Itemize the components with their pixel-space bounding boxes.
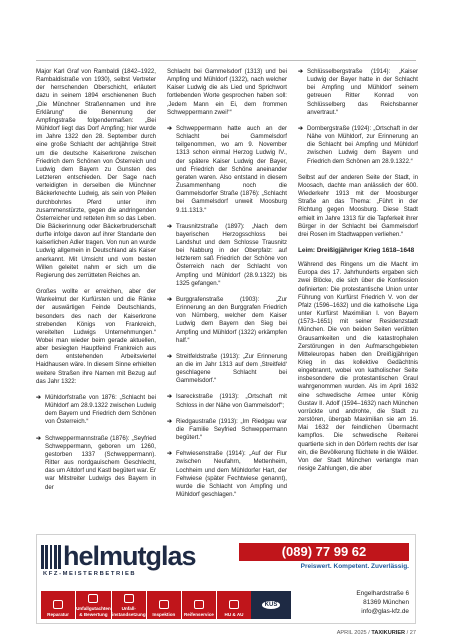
list-item — [167, 418, 287, 442]
list-item — [36, 394, 156, 427]
address-street: Engelhardstraße 6 — [356, 590, 409, 597]
list-item — [167, 125, 287, 215]
arrow-icon: ➔ — [298, 68, 304, 75]
checklist-icon — [159, 600, 169, 609]
arrow-icon: ➔ — [298, 124, 304, 132]
section-heading: Leim: Dreißigjähriger Krieg 1618–1648 — [298, 246, 415, 254]
list-item — [167, 393, 287, 409]
footer-page-number: / 27 — [405, 630, 416, 636]
paragraph: Großes wollte er erreichen, aber der Wankelmut der Kurfürsten und die Ränke der auswärtigen Feinde Deutschlands, besonders des nach der Kaiserkrone strebenden Königs von Frankreich, vereitelten Ludwigs Unternehmungen.“ Wobei man wieder beim gerade aktuellen, aber besiegten Hauptfeind Frankreich aus dem entstehenden Arbeitsviertel Haidhausen wäre. In diesem Sinne erhielten weitere Straßen ihre Namen mit Bezug auf das Jahr 1322: — [36, 288, 156, 385]
list-item — [36, 435, 156, 492]
arrow-icon: ➔ — [36, 434, 42, 442]
car-icon — [124, 594, 134, 603]
brand-subtitle: KFZ-MEISTERBETRIEB — [43, 571, 137, 577]
footer-issue: APRIL 2025 / — [336, 630, 372, 636]
arrow-icon: ➔ — [167, 417, 173, 425]
service-item: Inspektion — [147, 591, 181, 619]
arrow-icon: ➔ — [167, 352, 173, 360]
list-item-text: Schweppermann hatte auch an der Schlacht bei Gammelsdorf teilgenommen, wo am 9. November 1313 schon einmal Herzog Ludwig IV., der spätere Kaiser Ludwig der Bayer, und Friedrich der Schöne aneinander geraten waren. Also entstand in diesem Zusammenhang noch die Gammelsdorfer Straße (1876): „Schlacht bei Gammelsdorf unweit Moosburg 9.11.1313.“ — [176, 124, 287, 214]
list-item — [167, 353, 287, 386]
list-item-text: Dornbergstraße (1924): „Ortschaft in der Nähe von Mühldorf, zur Erinnerung an die Schlacht bei Ampfing und Mühldorf zwischen Ludwig dem Bayern und Friedrich dem Schönen am 28.9.1322.“ — [307, 124, 418, 165]
list-item-text: Schlüsselbergstraße (1914): „Kaiser Ludwig der Bayer hatte in der Schlacht bei Ampfing und Mühldorf seinem getreuen Ritter Konrad von Schlüsselberg das Reichsbanner anvertraut.“ — [307, 68, 418, 116]
paragraph: Major Karl Graf von Rambaldi (1842–1922, Rambaldistraße von 1930), selbst Vertreter der herrschenden Oberschicht, erläutert dazu in seinem 1894 erschienenen Buch „Die Münchner Straßennamen und ihre Erklärung“ die Benennung der Ampfingstraße folgendermaßen: „Bei Mühldorf liegt das Dorf Ampfing; hier wurde im Jahre 1322 den 28. September durch eine große Schlacht der achtjährige Streit um die deutsche Kaiserkrone zwischen Friedrich dem Schönen von Österreich und Ludwig dem Bayern zu Gunsten des Letzteren entschieden. Der Sage nach verteidigten in derselben die Münchner Bäckerknechte Ludwig, als sein von Pfeilen durchbohrtes Pferd unter ihm zusammenstürzte, gegen die andringenden Österreicher und retteten ihm so das Leben. Die Bäckerinnung oder Bäckerbruderschaft durfte infolge davon auf ihrer Standarte den kaiserlichen Adler tragen. Von nun an wurde Ludwig allgemein in Deutschland als Kaiser anerkannt. Mit Umsicht und vom besten Willen geleitet nahm er sich um die Regierung des zerrütteten Reiches an. — [36, 68, 156, 279]
list-item-text: Burggrafenstraße (1903): „Zur Erinnerung an den Burggrafen Friedrich von Nürnberg, welcher dem Kaiser Ludwig dem Bayern den Sieg bei Ampfing und Mühldorf (1322) erkämpfen half.“ — [176, 295, 287, 344]
list-item — [167, 450, 287, 499]
list-item — [167, 223, 287, 288]
logo-bars-icon — [41, 545, 61, 569]
column-2 — [167, 68, 287, 507]
arrow-icon: ➔ — [167, 222, 173, 230]
address-city: 81369 München — [363, 599, 409, 606]
phone-number[interactable]: (089) 77 99 62 — [239, 543, 409, 561]
list-item-text: Streitfeldstraße (1913): „Zur Erinnerung an die im Jahr 1313 auf dem ‚Streitfeld‘ geschlagene Schlacht bei Gammelsdorf.“ — [176, 352, 287, 385]
brand-name: helmutglas — [63, 541, 196, 571]
document-icon — [88, 594, 98, 603]
service-strip — [41, 591, 251, 619]
top-band — [0, 0, 452, 52]
arrow-icon: ➔ — [167, 124, 173, 132]
list-item-text: Riedgaustraße (1913): „Im Riedgau war die Familie Seyfried Schweppermann begütert.“ — [176, 417, 287, 442]
arrow-icon: ➔ — [167, 450, 173, 458]
service-item: Unfall-instandsetzung — [112, 591, 146, 619]
column-3 — [298, 68, 418, 481]
kus-logo — [251, 591, 291, 619]
paragraph: Selbst auf der anderen Seite der Stadt, in Moosach, dachte man anlässlich der 600. Wiederkehr 1913 mit der Moosburger Straße an das Thema: „Führt in der Richtung gegen Moosburg. Diese Stadt erhielt im Jahre 1313 für die Tapferkeit ihrer Bürger in der Schlacht bei Gammelsdorf drei Rosen im Stadtwappen verliehen.“ — [298, 173, 418, 238]
paragraph: Während des Ringens um die Macht im Europa des 17. Jahrhunderts ergaben sich zwei Blöcke, die sich über die Konfession definierten: Die protestantische Union unter Führung von Kurfürst Friedrich V. von der Pfalz (1596–1632) und die katholische Liga unter Kurfürst Maximilian I. von Bayern (1573–1651) mit seiner Residenzstadt München. Die von beiden Seiten verübten Grausamkeiten und die katastrophalen Zerstörungen in den Aufmarschgebieten Mitteleuropas haben den Dreißigjährigen Krieg in das kollektive Gedächtnis eingebrannt, wobei von katholischer Seite insbesondere die protestantischen Graul wahrgenommen wurden. Als im April 1632 eine schwedische Armee unter König Gustav II. Adolf (1594–1632) nach München vorrückte und androhte, die Stadt zu zerstören, übergab Maximilian sie am 16. Mai 1632 der feindlichen Übermacht kampflos. Die schwedische Reiterei quartierte sich in den Dörfern rechts der Isar ein, die Bevölkerung flüchtete in die Wälder. Von der Stadt München verlangte man riesige Zahlungen, die aber — [298, 261, 418, 473]
footer-magazine: TAXIKURIER — [371, 630, 406, 636]
column-1 — [36, 68, 156, 500]
list-item-text: Trausnitzstraße (1897): „Nach dem bayerischen Herzogsschloss bei Landshut und dem Schlosse Trausnitz bei Nabburg in der Oberpfalz: auf letzterem saß Friedrich der Schöne von Österreich nach der Schlacht von Ampfing und Mühldorf (28.9.1322) bis 1325 gefangen.“ — [176, 222, 287, 287]
page-footer — [337, 630, 416, 636]
slogan: Preiswert. Kompetent. Zuverlässig. — [300, 563, 409, 570]
service-item: Reparatur — [41, 591, 75, 619]
list-item-text: Mühldorfstraße von 1876: „Schlacht bei Mühldorf am 28.9.1322 zwischen Ludwig dem Bayern und Friedrich dem Schönen von Österreich.“ — [45, 393, 156, 426]
service-item: Reifenservice — [182, 591, 216, 619]
article-columns — [36, 68, 418, 526]
arrow-icon: ➔ — [36, 393, 42, 401]
list-item-text: Fehwiesenstraße (1914): „Auf der Flur zwischen Neufahrn, Mettenheim, Lochheim und dem Mühldorfer Hart, der Fehwiese (später Fechtwiese genannt), wurde die Schlacht von Ampfing und Mühldorf geschlagen.“ — [176, 450, 287, 499]
paragraph: Schlacht bei Gammelsdorf (1313) und bei Ampfing und Mühldorf (1322), nach welcher Kaiser Ludwig die als Lied und Sprichwort fortlebenden Worte gesprochen haben soll: ‚Jedem Mann ein Ei, dem frommen Schweppermann zwei!‘“ — [167, 68, 287, 116]
arrow-icon: ➔ — [167, 393, 173, 401]
advertisement[interactable] — [36, 534, 416, 624]
badge-icon — [229, 600, 239, 609]
kus-label: KÜS — [262, 601, 281, 609]
list-item — [167, 296, 287, 345]
wrench-icon — [53, 600, 63, 609]
list-item — [298, 68, 418, 117]
list-item — [298, 125, 418, 166]
service-item: HU & AU — [217, 591, 251, 619]
top-rule — [36, 60, 416, 61]
brand-logo — [41, 541, 211, 577]
arrow-icon: ➔ — [167, 295, 173, 303]
tire-icon — [194, 600, 204, 609]
list-item-text: Schweppermannstraße (1876): „Seyfried Schweppermann, geboren um 1260, gestorben 1337 (Schweppermann). Ritter aus nordgauischem Geschlecht, das um Altdorf und Kastl begütert war. Er war Mitstreiter Ludwigs des Bayern in der — [45, 434, 156, 491]
service-item: Unfallgutachten & Bewertung — [76, 591, 111, 619]
address-email[interactable]: info@glas-kfz.de — [361, 608, 409, 615]
address-block — [289, 589, 409, 616]
list-item-text: Isareckstraße (1913): „Ortschaft mit Schloss in der Nähe von Gammelsdorf“; — [176, 393, 287, 409]
